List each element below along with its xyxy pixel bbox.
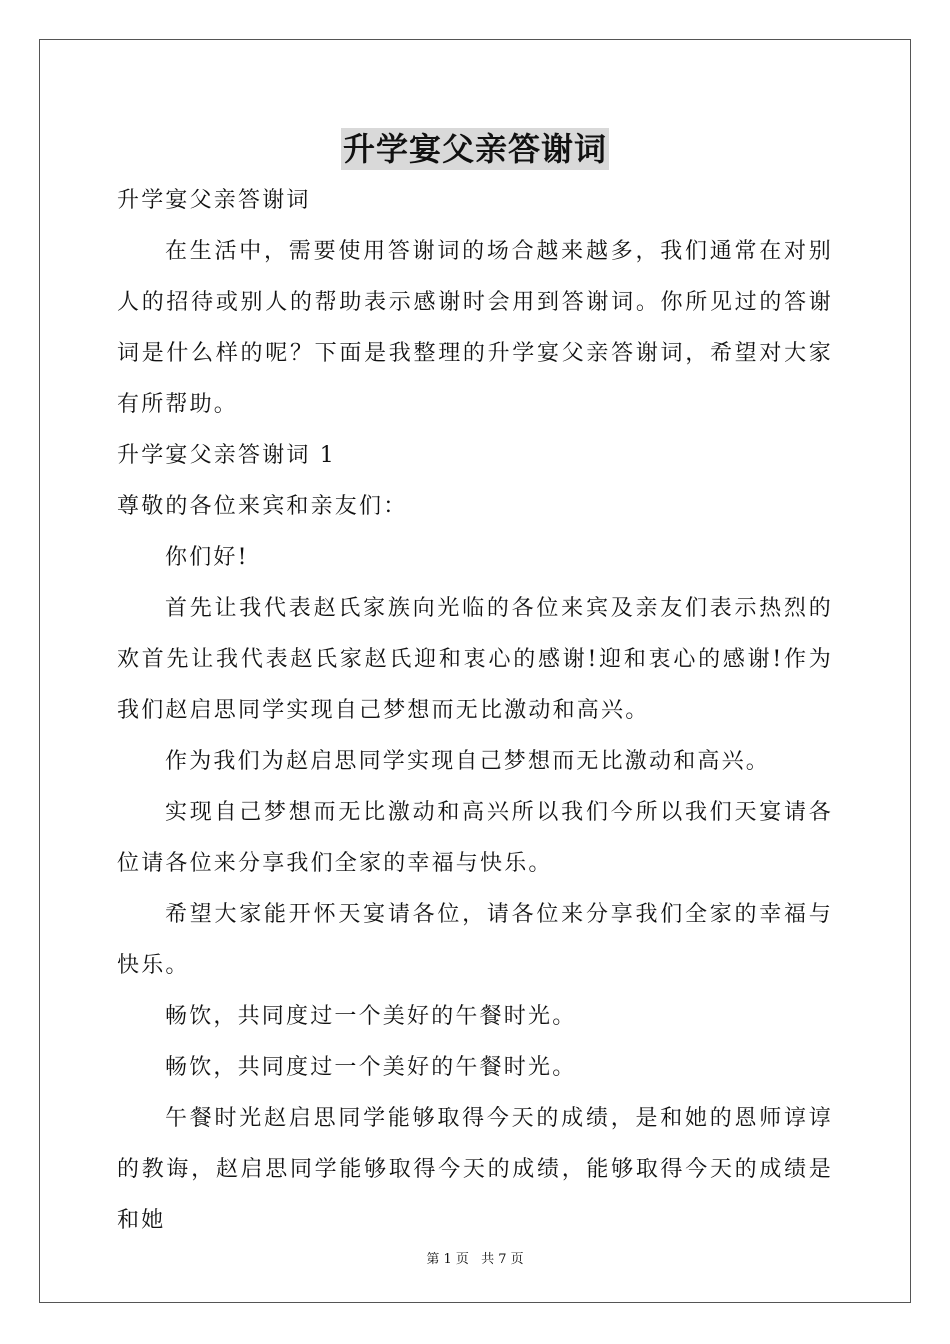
section-heading: 升学宴父亲答谢词 1 [117, 443, 336, 468]
greeting: 你们好! [165, 545, 249, 570]
paragraph: 实现自己梦想而无比激动和高兴所以我们今所以我们天宴请各位请各位来分享我们全家的幸福与快乐。 [117, 800, 833, 876]
page-footer [0, 1248, 950, 1267]
paragraph: 首先让我代表赵氏家族向光临的各位来宾及亲友们表示热烈的欢首先让我代表赵氏家赵氏迎和衷心的感谢!迎和衷心的感谢!作为我们赵启思同学实现自己梦想而无比激动和高兴。 [117, 596, 833, 723]
paragraph-intro: 在生活中，需要使用答谢词的场合越来越多，我们通常在对别人的招待或别人的帮助表示感谢时会用到答谢词。你所见过的答谢词是什么样的呢？下面是我整理的升学宴父亲答谢词，希望对大家有所帮助。 [117, 239, 833, 417]
paragraph: 希望大家能开怀天宴请各位，请各位来分享我们全家的幸福与快乐。 [117, 902, 833, 978]
paragraph: 午餐时光赵启思同学能够取得今天的成绩，是和她的恩师谆谆的教诲，赵启思同学能够取得今天的成绩，能够取得今天的成绩是和她 [117, 1106, 833, 1233]
document-title: 升学宴父亲答谢词 [342, 130, 607, 168]
paragraph: 畅饮，共同度过一个美好的午餐时光。 [165, 1055, 577, 1080]
salutation: 尊敬的各位来宾和亲友们： [117, 494, 408, 519]
page-number: 第 1 页 [426, 1252, 469, 1267]
document-body [117, 175, 833, 1246]
page-total: 共 7 页 [481, 1252, 524, 1267]
title-wrap [0, 128, 950, 170]
paragraph: 作为我们为赵启思同学实现自己梦想而无比激动和高兴。 [165, 749, 771, 774]
paragraph: 畅饮，共同度过一个美好的午餐时光。 [165, 1004, 577, 1029]
paragraph-subtitle: 升学宴父亲答谢词 [117, 188, 311, 213]
